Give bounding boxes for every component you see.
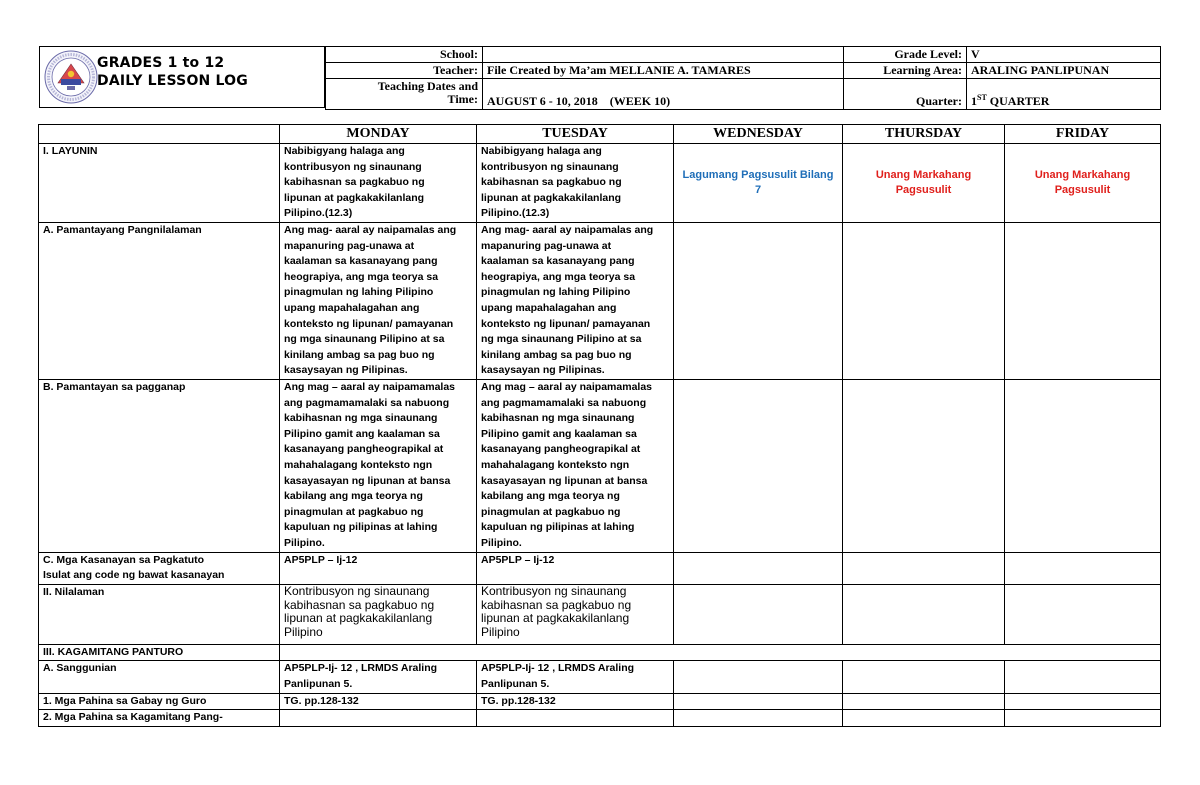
sanggunian-tuesday: AP5PLP-Ij- 12 , LRMDS Araling Panlipunan 5. <box>477 661 674 693</box>
day-header-tuesday: TUESDAY <box>477 125 674 144</box>
table-row <box>39 380 1161 553</box>
sanggunian-thursday <box>843 661 1005 693</box>
nilalaman-thursday <box>843 584 1005 644</box>
gabay-wednesday <box>674 693 843 710</box>
row-label-pagganap: B. Pamantayan sa pagganap <box>39 380 280 553</box>
pangnilalaman-tuesday: Ang mag- aaral ay naipamalas ang mapanuring pag-unawa at kaalaman sa kasanayang pang heograpiya, ang mga teorya sa pinagmulan ng lahing Pilipino upang mapahalagahan ang konteksto ng lipunan/ pamayanan ng mga sinaunang Pilipino at sa kinilang ambag sa pag buo ng kasaysayan ng Pilipinas. <box>477 223 674 380</box>
kagamitang-pang-thursday <box>843 710 1005 727</box>
table-row <box>39 644 1161 661</box>
table-row <box>39 552 1161 584</box>
lesson-log-table <box>38 124 1161 727</box>
title-line2: DAILY LESSON LOG <box>97 73 248 89</box>
deped-seal-icon <box>44 50 98 104</box>
day-header-thursday: THURSDAY <box>843 125 1005 144</box>
table-row <box>39 710 1161 727</box>
kasanayan-tuesday: AP5PLP – Ij-12 <box>477 552 674 584</box>
row-label-sanggunian: A. Sanggunian <box>39 661 280 693</box>
kasanayan-thursday <box>843 552 1005 584</box>
school-label: School: <box>326 47 483 63</box>
kasanayan-friday <box>1005 552 1161 584</box>
day-header-wednesday: WEDNESDAY <box>674 125 843 144</box>
gabay-tuesday: TG. pp.128-132 <box>477 693 674 710</box>
title-line1: GRADES 1 to 12 <box>97 55 225 71</box>
gabay-thursday <box>843 693 1005 710</box>
kasanayan-wednesday <box>674 552 843 584</box>
learning-area-label: Learning Area: <box>844 63 967 79</box>
sanggunian-monday: AP5PLP-Ij- 12 , LRMDS Araling Panlipunan 5. <box>280 661 477 693</box>
kagamitang-pang-wednesday <box>674 710 843 727</box>
sanggunian-friday <box>1005 661 1161 693</box>
kagamitang-pang-tuesday <box>477 710 674 727</box>
sanggunian-wednesday <box>674 661 843 693</box>
pagganap-tuesday: Ang mag – aaral ay naipamamalas ang pagmamamalaki sa nabuong kabihasnan ng mga sinaunang Pilipino gamit ang kaalaman sa kasanayang pangheograpikal at mahahalagang konteksto ngn kasayasayan ng lipunan at bansa kabilang ang mga teorya ng pinagmulan at pagkabuo ng kapuluan ng pilipinas at lahing Pilipino. <box>477 380 674 553</box>
teaching-dates-value: AUGUST 6 - 10, 2018 (WEEK 10) <box>483 79 844 110</box>
kasanayan-monday: AP5PLP – Ij-12 <box>280 552 477 584</box>
kagamitang-pang-friday <box>1005 710 1161 727</box>
nilalaman-friday <box>1005 584 1161 644</box>
pagganap-thursday <box>843 380 1005 553</box>
day-header-friday: FRIDAY <box>1005 125 1161 144</box>
gabay-friday <box>1005 693 1161 710</box>
layunin-friday: Unang Markahang Pagsusulit <box>1005 144 1161 223</box>
row-label-nilalaman: II. Nilalaman <box>39 584 280 644</box>
school-value <box>483 47 844 63</box>
pangnilalaman-friday <box>1005 223 1161 380</box>
pagganap-friday <box>1005 380 1161 553</box>
pagganap-monday: Ang mag – aaral ay naipamamalas ang pagmamamalaki sa nabuong kabihasnan ng mga sinaunang Pilipino gamit ang kaalaman sa kasanayang pangheograpikal at mahahalagang konteksto ngn kasayasayan ng lipunan at bansa kabilang ang mga teorya ng pinagmulan at pagkabuo ng kapuluan ng pilipinas at lahing Pilipino. <box>280 380 477 553</box>
day-header-monday: MONDAY <box>280 125 477 144</box>
nilalaman-monday: Kontribusyon ng sinaunang kabihasnan sa pagkabuo ng lipunan at pagkakakilanlang Pilipino <box>280 584 477 644</box>
pagganap-wednesday <box>674 380 843 553</box>
teacher-label: Teacher: <box>326 63 483 79</box>
row-label-kagamitan: III. KAGAMITANG PANTURO <box>39 644 280 661</box>
kagamitang-pang-monday <box>280 710 477 727</box>
table-row <box>39 661 1161 693</box>
learning-area-value: ARALING PANLIPUNAN <box>967 63 1161 79</box>
pangnilalaman-monday: Ang mag- aaral ay naipamalas ang mapanuring pag-unawa at kaalaman sa kasanayang pang heograpiya, ang mga teorya sa pinagmulan ng lahing Pilipino upang mapahalagahan ang konteksto ng lipunan/ pamayanan ng mga sinaunang Pilipino at sa kinilang ambag sa pag buo ng kasaysayan ng Pilipinas. <box>280 223 477 380</box>
table-row <box>39 584 1161 644</box>
quarter-number: 1 <box>971 94 977 108</box>
table-row <box>39 693 1161 710</box>
kagamitan-merged-cell <box>280 644 1161 661</box>
nilalaman-wednesday <box>674 584 843 644</box>
nilalaman-tuesday: Kontribusyon ng sinaunang kabihasnan sa pagkabuo ng lipunan at pagkakakilanlang Pilipino <box>477 584 674 644</box>
grade-level-label: Grade Level: <box>844 47 967 63</box>
pangnilalaman-thursday <box>843 223 1005 380</box>
layunin-monday: Nabibigyang halaga ang kontribusyon ng sinaunang kabihasnan sa pagkabuo ng lipunan at pagkakakilanlang Pilipino.(12.3) <box>280 144 477 223</box>
quarter-value <box>967 79 1161 110</box>
day-header-row <box>39 125 1161 144</box>
row-label-kagamitang-pang: 2. Mga Pahina sa Kagamitang Pang- <box>39 710 280 727</box>
table-row <box>39 144 1161 223</box>
teaching-dates-label: Teaching Dates and Time: <box>326 79 483 110</box>
layunin-tuesday: Nabibigyang halaga ang kontribusyon ng sinaunang kabihasnan sa pagkabuo ng lipunan at pagkakakilanlang Pilipino.(12.3) <box>477 144 674 223</box>
row-label-layunin: I. LAYUNIN <box>39 144 280 223</box>
quarter-text: QUARTER <box>986 94 1050 108</box>
row-label-gabay: 1. Mga Pahina sa Gabay ng Guro <box>39 693 280 710</box>
row-label-pangnilalaman: A. Pamantayang Pangnilalaman <box>39 223 280 380</box>
quarter-suffix: ST <box>977 93 987 102</box>
teacher-value: File Created by Ma’am MELLANIE A. TAMARES <box>483 63 844 79</box>
pangnilalaman-wednesday <box>674 223 843 380</box>
table-row <box>39 223 1161 380</box>
layunin-thursday: Unang Markahang Pagsusulit <box>843 144 1005 223</box>
layunin-wednesday: Lagumang Pagsusulit Bilang 7 <box>674 144 843 223</box>
header-info-table <box>325 46 1161 110</box>
row-label-kasanayan: C. Mga Kasanayan sa Pagkatuto Isulat ang code ng bawat kasanayan <box>39 552 280 584</box>
blank-header-cell <box>39 125 280 144</box>
gabay-monday: TG. pp.128-132 <box>280 693 477 710</box>
grade-level-value: V <box>967 47 1161 63</box>
quarter-label: Quarter: <box>844 79 967 110</box>
